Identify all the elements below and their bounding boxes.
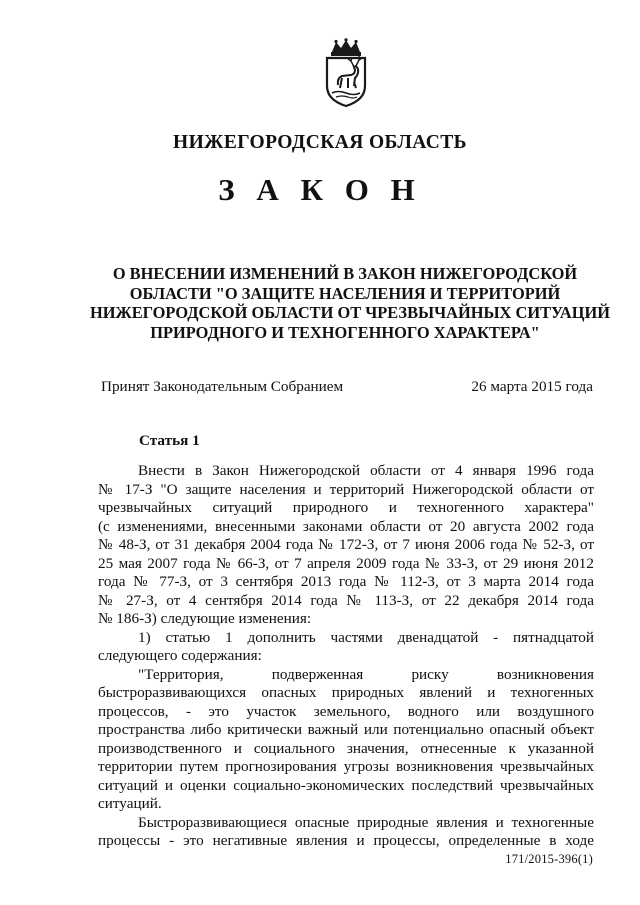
body-line: процессы - это негативные явления и процессы, определенные в ходе <box>98 832 594 849</box>
adoption-row <box>101 378 593 396</box>
adopting-body: Принят Законодательным Собранием <box>101 378 344 395</box>
body-line: Быстроразвивающиеся опасные природные явления и техногенные <box>138 813 594 831</box>
body-line: ситуаций. <box>98 795 162 812</box>
law-title <box>90 264 610 342</box>
body-line: № 17-З "О защите населения и территорий Нижегородской области от <box>98 480 594 498</box>
body-line: № 48-З, от 31 декабря 2004 года № 172-З, от 7 июня 2006 года № 52-З, от <box>98 536 594 553</box>
body-line: пространства либо критически важный или потенциально опасный объект <box>98 721 594 738</box>
body-line: года № 77-З, от 3 сентября 2013 года № 112-З, от 3 марта 2014 года <box>98 573 594 590</box>
body-line: "Территория, подверженная риску возникновения <box>138 665 594 683</box>
body-line: быстроразвивающихся опасных природных явлений и техногенных <box>98 684 594 701</box>
document-type-heading: З А К О Н <box>218 172 422 207</box>
law-title-line: ОБЛАСТИ "О ЗАЩИТЕ НАСЕЛЕНИЯ И ТЕРРИТОРИЙ <box>129 283 561 303</box>
body-line: № 27-З, от 4 сентября 2014 года № 113-З, от 22 декабря 2014 года <box>98 591 594 609</box>
body-line: следующего содержания: <box>98 647 262 664</box>
document-code: 171/2015-396(1) <box>505 852 593 866</box>
law-title-line: О ВНЕСЕНИИ ИЗМЕНЕНИЙ В ЗАКОН НИЖЕГОРОДСКОЙ <box>112 264 578 283</box>
coat-of-arms-icon <box>318 38 374 108</box>
body-line: чрезвычайных ситуаций природного и техногенного характера" <box>98 499 594 516</box>
body-line: 1) статью 1 дополнить частями двенадцатой - пятнадцатой <box>138 628 594 646</box>
body-line: производственного и социального значения, отнесенные к указанной <box>98 739 594 757</box>
body-line: 25 мая 2007 года № 66-З, от 7 апреля 2009 года № 33-З, от 29 июня 2012 <box>98 554 594 572</box>
article-heading: Статья 1 <box>139 432 200 449</box>
body-line: территории путем прогнозирования угрозы возникновения чрезвычайных <box>98 758 594 775</box>
law-title-line: НИЖЕГОРОДСКОЙ ОБЛАСТИ ОТ ЧРЕЗВЫЧАЙНЫХ СИТУАЦИЙ <box>90 303 610 323</box>
article-body <box>98 462 594 851</box>
body-line: № 186-З) следующие изменения: <box>98 610 312 627</box>
body-line: Внести в Закон Нижегородской области от 4 января 1996 года <box>138 462 594 479</box>
adoption-date: 26 марта 2015 года <box>471 378 593 395</box>
body-line: ситуаций и оценки социально-экономических последствий чрезвычайных <box>98 776 594 794</box>
region-title: НИЖЕГОРОДСКАЯ ОБЛАСТЬ <box>173 132 467 153</box>
body-line: (с изменениями, внесенными законами области от 20 августа 2002 года <box>98 517 594 535</box>
body-line: процессов, - это участок земельного, водного или воздушного <box>98 702 594 720</box>
law-title-line: ПРИРОДНОГО И ТЕХНОГЕННОГО ХАРАКТЕРА" <box>150 322 540 342</box>
